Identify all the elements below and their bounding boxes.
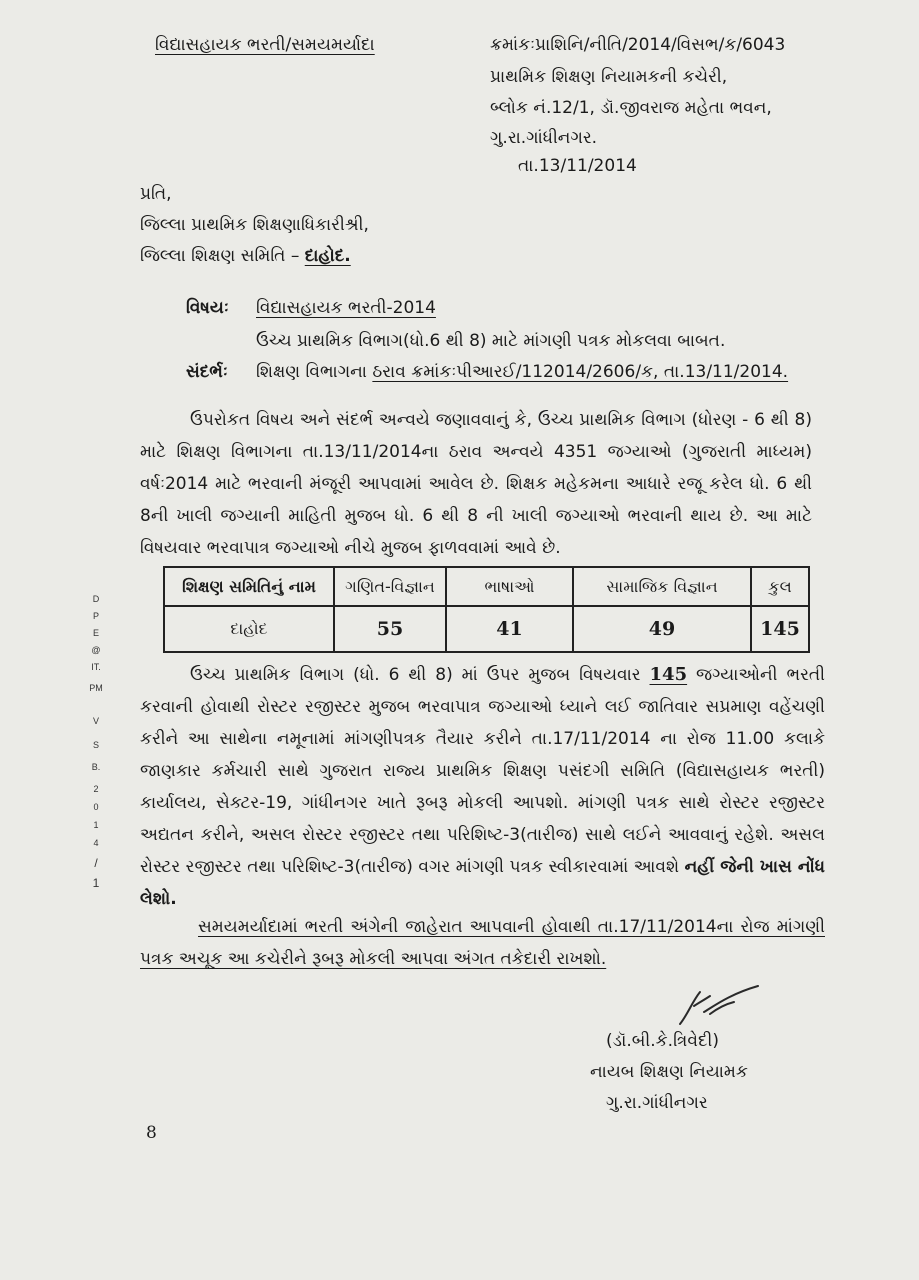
cell-social-science: 49: [573, 606, 751, 652]
resolution-number: ઠરાવ ક્રમાંકઃપીઆરઈ/112014/2606/ક, તા.13/11/2014.: [372, 362, 789, 382]
addressee-committee: જિલ્લા શિક્ષણ સમિતિ – દાહોદ.: [140, 246, 351, 266]
side-stamp-3: E: [92, 628, 99, 638]
side-stamp-2: P: [92, 611, 99, 621]
subject-line1: વિદ્યાસહાયક ભરતી-2014: [256, 298, 436, 318]
side-stamp-7: V: [92, 716, 99, 726]
side-stamp-9: B.: [91, 762, 101, 772]
office-city: ગુ.રા.ગાંધીનગર.: [490, 128, 598, 148]
total-vacancies: 145: [649, 664, 688, 685]
signatory-place: ગુ.રા.ગાંધીનગર: [606, 1093, 708, 1113]
header-total: કુલ: [751, 567, 809, 606]
subject-label: વિષયઃ: [186, 298, 229, 318]
side-stamp-12: 1: [93, 820, 99, 830]
cell-total: 145: [751, 606, 809, 652]
paragraph-1: ઉપરોકત વિષય અને સંદર્ભ અન્વયે જણાવવાનું કે, ઉચ્ચ પ્રાથમિક વિભાગ (ધોરણ - 6 થી 8) માટે શિક્ષણ વિભાગના તા.13/11/2014ના ઠરાવ અન્વયે 4351 જગ્યાઓ (ગુજરાતી માધ્યમ) વર્ષઃ2014 માટે ભરવાની મંજૂરી આપવામાં આવેલ છે. શિક્ષક મહેકમના આધારે રજૂ કરેલ ધો. 6 થી 8ની ખાલી જગ્યાની માહિતી મુજબ ધો. 6 થી 8 ની ખાલી જગ્યાઓ ભરવાની થાય છે. આ માટે વિષયવાર ભરવાપાત્ર જગ્યાઓ નીચે મુજબ ફાળવવામાં આવે છે.: [140, 410, 812, 558]
addressee-officer: જિલ્લા પ્રાથમિક શિક્ષણાધિકારીશ્રી,: [140, 215, 369, 235]
file-subject-heading: વિદ્યાસહાયક ભરતી/સમયમર્યાદા: [155, 35, 375, 55]
addressee-district: દાહોદ.: [304, 246, 351, 266]
side-stamp-15: 1: [92, 876, 100, 890]
signatory-designation: નાયબ શિક્ષણ નિયામક: [590, 1062, 748, 1082]
page-number: 8: [146, 1123, 157, 1143]
reference-label: સંદર્ભઃ: [186, 362, 228, 382]
table-row: [164, 606, 809, 652]
side-stamp-10: 2: [93, 784, 99, 794]
side-stamp-14: /: [94, 856, 98, 870]
side-stamp-5: IT.: [91, 662, 101, 672]
header-maths-science: ગણિત-વિજ્ઞાન: [334, 567, 446, 606]
side-stamp-11: 0: [93, 802, 99, 812]
header-languages: ભાષાઓ: [446, 567, 573, 606]
signature-mark: [670, 984, 762, 1036]
side-stamp-4: @: [91, 645, 101, 655]
table-header-row: [164, 567, 809, 606]
paragraph-3: સમયમર્યાદામાં ભરતી અંગેની જાહેરાત આપવાની હોવાથી તા.17/11/2014ના રોજ માંગણી પત્રક અચૂક આ કચેરીને રૂબરૂ મોકલી આપવા અંગત તકેદારી રાખશો.: [140, 917, 825, 969]
header-committee-name: શિક્ષણ સમિતિનું નામ: [164, 567, 334, 606]
side-stamp-1: D: [92, 594, 100, 604]
office-name: પ્રાથમિક શિક્ષણ નિયામકની કચેરી,: [490, 67, 728, 87]
cell-district: દાહોદ: [164, 606, 334, 652]
side-stamp-8: S: [92, 740, 99, 750]
vacancy-allocation-table: [163, 566, 810, 653]
office-address: બ્લોક નં.12/1, ડૉ.જીવરાજ મહેતા ભવન,: [490, 98, 772, 118]
paragraph-2: ઉચ્ચ પ્રાથમિક વિભાગ (ધો. 6 થી 8) માં ઉપર મુજબ વિષયવાર 145 જગ્યાઓની ભરતી કરવાની હોવાથી રોસ્ટર રજીસ્ટર મુજબ ભરવાપાત્ર જગ્યાઓ ધ્યાને લઈ જાતિવાર સપ્રમાણ વહેંચણી કરીને આ સાથેના નમૂનામાં માંગણીપત્રક તૈયાર કરીને તા.17/11/2014 ના રોજ 11.00 કલાકે જાણકાર કર્મચારી સાથે ગુજરાત રાજ્ય પ્રાથમિક શિક્ષણ પસંદગી સમિતિ (વિદ્યાસહાયક ભરતી) કાર્યાલય, સેક્ટર-19, ગાંધીનગર ખાતે રૂબરૂ મોકલી આપશો. માંગણી પત્રક સાથે રોસ્ટર રજીસ્ટર અદ્યતન કરીને, અસલ રોસ્ટર રજીસ્ટર તથા પરિશિષ્ટ-3(તારીજ) સાથે લઈને આવવાનું રહેશે. અસલ રોસ્ટર રજીસ્ટર તથા પરિશિષ્ટ-3(તારીજ) વગર માંગણી પત્રક સ્વીકારવામાં આવશે નહીં જેની ખાસ નોંધ લેશો.: [140, 664, 826, 909]
side-stamp-6: PM: [89, 683, 103, 693]
reference-number: ક્રમાંકઃપ્રાશિનિ/નીતિ/2014/વિસભ/ક/6043: [490, 35, 786, 55]
letter-date: તા.13/11/2014: [518, 156, 637, 176]
side-stamp-13: 4: [93, 838, 99, 848]
reference-text: શિક્ષણ વિભાગના ઠરાવ ક્રમાંકઃપીઆરઈ/112014/2606/ક, તા.13/11/2014.: [256, 362, 789, 382]
cell-maths-science: 55: [334, 606, 446, 652]
header-social-science: સામાજિક વિજ્ઞાન: [573, 567, 751, 606]
signatory-name: (ડૉ.બી.કે.ત્રિવેદી): [606, 1031, 719, 1051]
addressee-prati: પ્રતિ,: [140, 184, 172, 204]
cell-languages: 41: [446, 606, 573, 652]
subject-line2: ઉચ્ચ પ્રાથમિક વિભાગ(ધો.6 થી 8) માટે માંગણી પત્રક મોકલવા બાબત.: [256, 331, 726, 351]
